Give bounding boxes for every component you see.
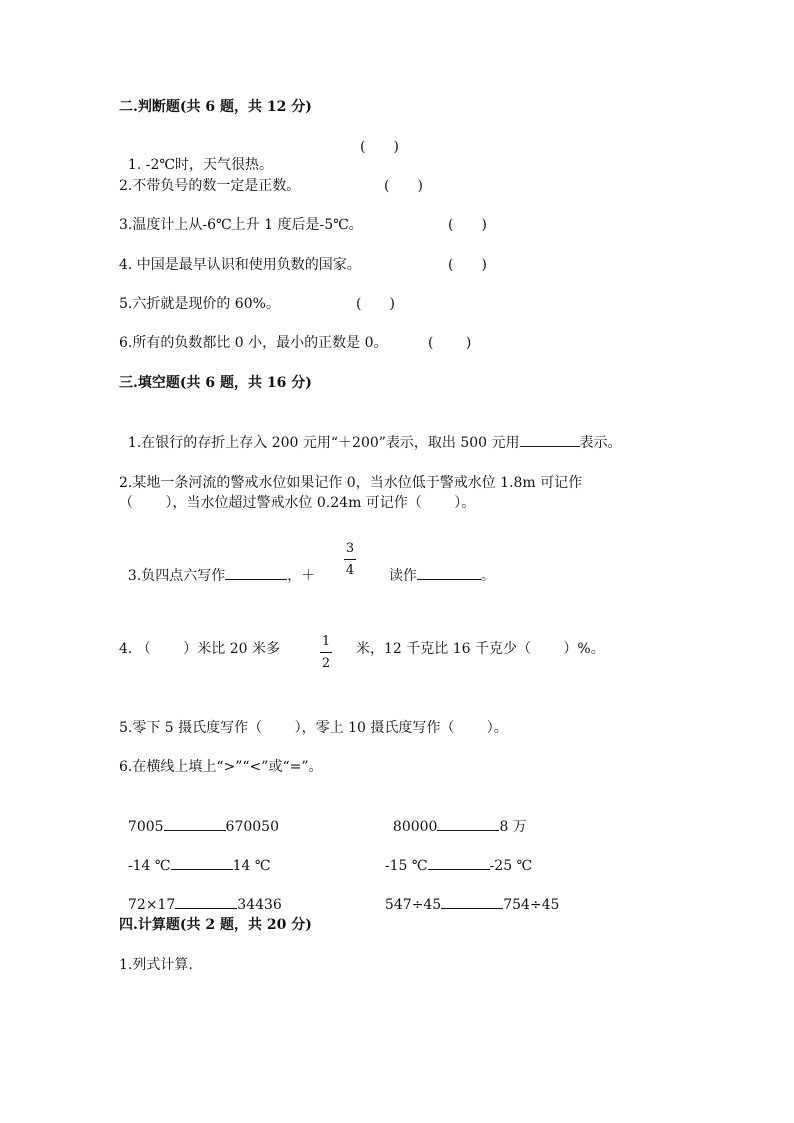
fill-item-3-end: 。 xyxy=(480,568,495,584)
fill-item-3-tail xyxy=(380,547,495,585)
judge-item-4-paren[interactable]: ( ) xyxy=(448,257,487,273)
fraction-three-quarters xyxy=(344,541,356,578)
fill-item-2-line2: （ ），当水位超过警戒水位 0.24m 可记作（ ）。 xyxy=(119,495,476,511)
fill-item-4-prefix: 4. （ ）米比 20 米多 xyxy=(119,641,280,657)
compare-row-1-right xyxy=(384,798,527,836)
fill-item-2-line1: 2.某地一条河流的警戒水位如果记作 0，当水位低于警戒水位 1.8m 可记作 xyxy=(119,475,583,491)
fill-item-3 xyxy=(119,547,315,585)
fill-item-5: 5.零下 5 摄氏度写作（ ），零上 10 摄氏度写作（ ）。 xyxy=(119,720,508,736)
fill-item-4-suffix: 米，12 千克比 16 千克少（ ）%。 xyxy=(356,641,605,657)
fill-item-3-suffix: 读作 xyxy=(388,568,417,584)
judge-item-2-paren[interactable]: ( ) xyxy=(384,178,423,194)
compare-row-2-right xyxy=(376,837,532,875)
calc-item-1: 1.列式计算. xyxy=(119,957,193,973)
compare-value: 754÷45 xyxy=(503,897,560,913)
judge-item-3: 3.温度计上从-6℃上升 1 度后是-5℃。 xyxy=(119,217,363,233)
compare-blank[interactable] xyxy=(437,816,499,831)
judge-item-6: 6.所有的负数都比 0 小，最小的正数是 0。 xyxy=(119,335,388,351)
compare-row-3-right xyxy=(376,876,559,914)
compare-value: -15 ℃ xyxy=(384,858,428,874)
fill-item-1-suffix: 表示。 xyxy=(579,435,622,451)
fraction-numerator: 1 xyxy=(321,634,331,649)
compare-row-1-left xyxy=(119,798,279,836)
fill-item-3-blank-2[interactable] xyxy=(417,565,481,580)
judge-item-1 xyxy=(119,138,273,174)
compare-row-2-left xyxy=(119,837,271,875)
compare-value: 547÷45 xyxy=(384,897,442,913)
fill-item-1 xyxy=(119,414,622,452)
compare-value: 34436 xyxy=(237,897,282,913)
judge-item-5-paren[interactable]: ( ) xyxy=(356,296,395,312)
judge-item-2: 2.不带负号的数一定是正数。 xyxy=(119,178,301,194)
compare-value: 72×17 xyxy=(127,897,176,913)
fraction-denominator: 2 xyxy=(321,656,331,671)
compare-value: 7005 xyxy=(127,819,164,835)
compare-blank[interactable] xyxy=(428,855,490,870)
compare-value: 8 万 xyxy=(499,819,527,835)
compare-value: 80000 xyxy=(392,819,438,835)
compare-value: -25 ℃ xyxy=(489,858,533,874)
fill-item-3-prefix: 3.负四点六写作 xyxy=(127,568,226,584)
compare-row-3-left xyxy=(119,876,282,914)
judge-item-5: 5.六折就是现价的 60%。 xyxy=(119,296,280,312)
judge-item-6-paren[interactable]: ( ) xyxy=(428,335,472,351)
compare-value: -14 ℃ xyxy=(127,858,171,874)
fraction-bar xyxy=(320,652,332,653)
fill-item-1-prefix: 1.在银行的存折上存入 200 元用“＋200”表示，取出 500 元用 xyxy=(127,435,520,451)
judge-item-1-text: 1. -2℃时，天气很热。 xyxy=(127,157,274,173)
fraction-bar xyxy=(344,559,356,560)
judge-item-1-paren[interactable]: ( ) xyxy=(360,139,399,155)
compare-blank[interactable] xyxy=(441,894,503,909)
judge-item-3-paren[interactable]: ( ) xyxy=(448,217,487,233)
fraction-denominator: 4 xyxy=(345,563,355,578)
compare-blank[interactable] xyxy=(164,816,226,831)
fill-item-3-mid: ，＋ xyxy=(287,568,316,584)
fraction-numerator: 3 xyxy=(345,541,355,556)
compare-value: 670050 xyxy=(225,819,279,835)
fraction-one-half xyxy=(320,634,332,671)
section-4-title: 四.计算题(共 2 题，共 20 分) xyxy=(119,917,312,933)
fill-item-1-blank[interactable] xyxy=(520,432,580,447)
compare-value: 14 ℃ xyxy=(232,858,271,874)
fill-item-3-blank-1[interactable] xyxy=(225,565,287,580)
judge-item-4: 4. 中国是最早认识和使用负数的国家。 xyxy=(119,257,361,273)
compare-blank[interactable] xyxy=(171,855,233,870)
section-2-title: 二.判断题(共 6 题，共 12 分) xyxy=(119,99,312,115)
section-3-title: 三.填空题(共 6 题，共 16 分) xyxy=(119,375,312,391)
compare-blank[interactable] xyxy=(175,894,237,909)
fill-item-6-title: 6.在横线上填上“>”“<”或“=”。 xyxy=(119,759,323,775)
